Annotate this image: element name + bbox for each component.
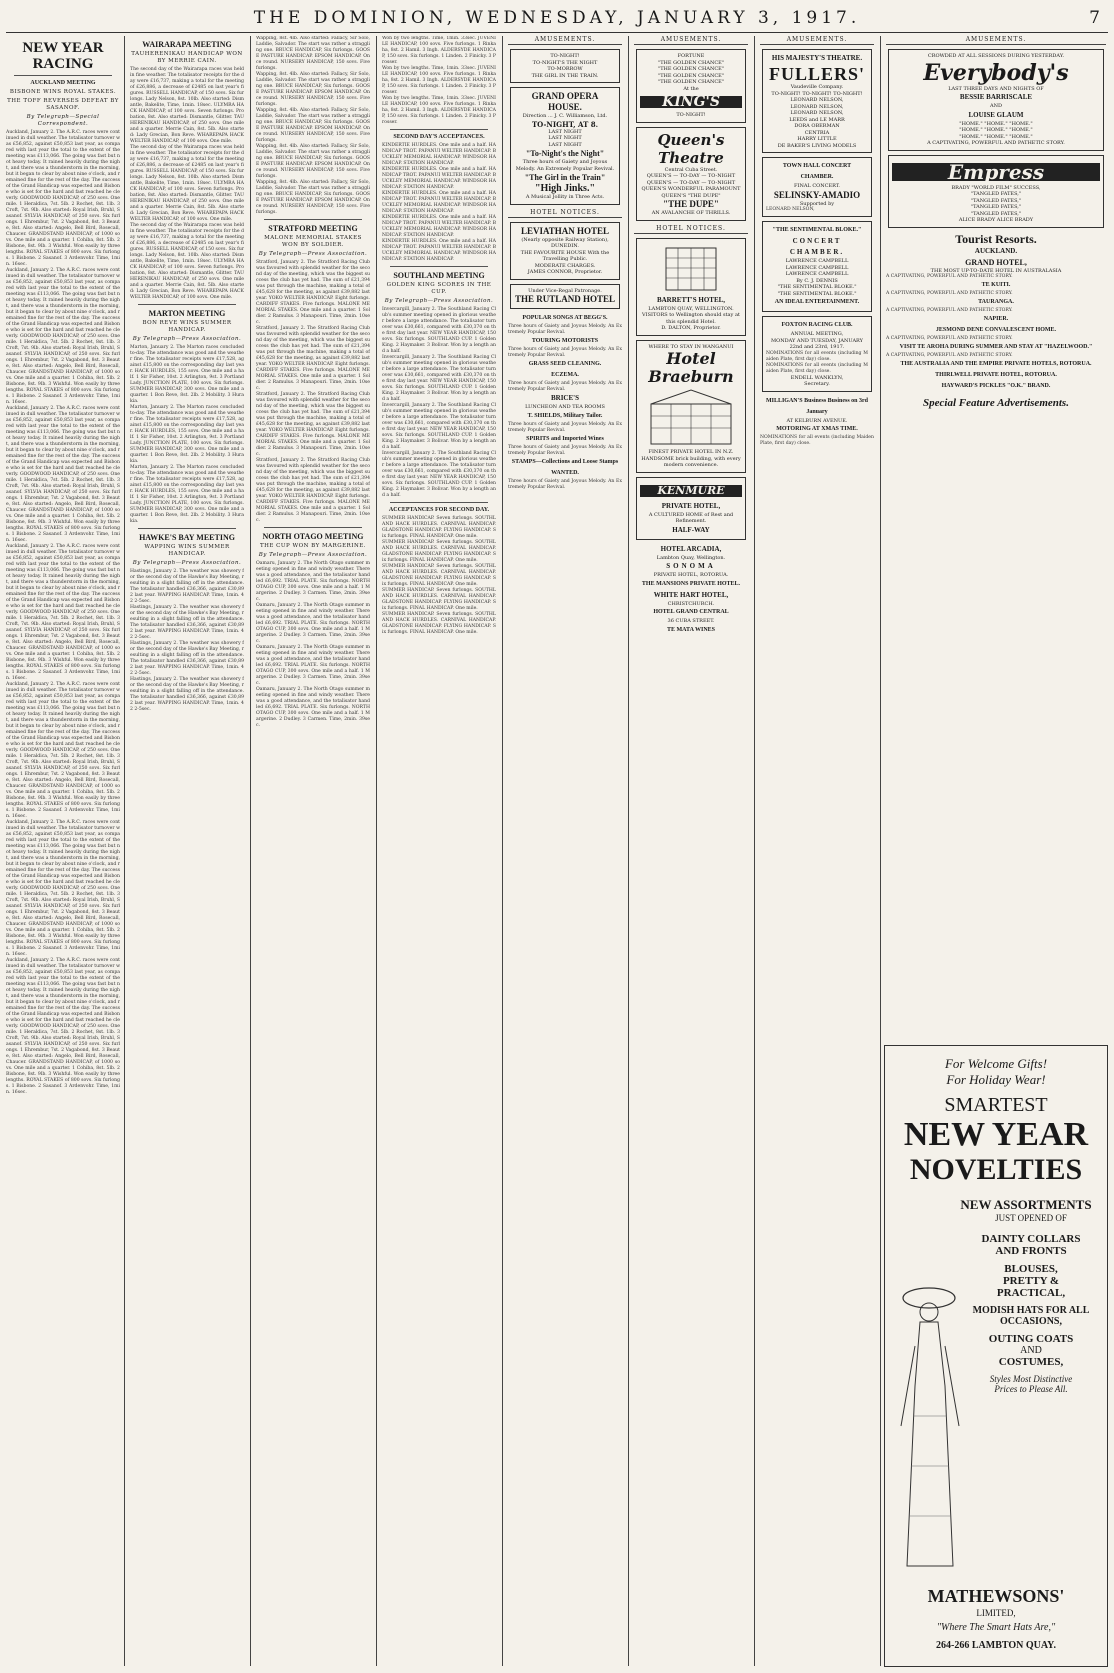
ad-line: SMARTEST	[944, 1094, 1048, 1116]
ad-item: PRETTY &	[1002, 1275, 1060, 1287]
ad-line: TO-NIGHT!	[550, 53, 580, 59]
ad-title: ECZEMA.	[551, 372, 579, 378]
ad-line: A CAPTIVATING, POWERFUL AND PATHETIC STORY.	[927, 140, 1065, 146]
byline: By Telegraph—Press Association.	[384, 298, 494, 304]
article-body: Wapping, 8st. 4lb. Also started: Fallacy, Sir Solo, Laddie, Salvador. The start was rather a straggling one. BRUCE HANDICAP, Six furlongs. GOOSE PASTURE HANDICAP. EPSOM HANDICAP. Once round. NURSERY HANDICAP, 150 sovs. Five furlongs.	[256, 180, 370, 215]
ad-line: WHERE TO STAY IN WANGANUI	[648, 343, 734, 350]
headline: SOUTHLAND MEETING	[393, 271, 485, 280]
byline: By Telegraph—Press Association.	[258, 251, 368, 257]
article-body: KINDERTIE HURDLES. One mile and a half. HANDICAP TROT. PAPANUI WELTER HANDICAP. BUCKLEY MEMORIAL HANDICAP. WINDSOR HANDICAP. STATION HANDICAP.	[382, 167, 496, 190]
ad-line: ENDELL WANKLYN,	[790, 374, 844, 381]
ad-title: MILLIGAN'S Business Business on 3rd January	[765, 397, 869, 415]
article-body: SUMMER HANDICAP. Seven furlongs. SOUTHLAND HACK HURDLES. CARNIVAL HANDICAP. GLADSTONE HANDICAP. FLYING HANDICAP. Six furlongs. FINAL HANDICAP. One mile.	[382, 564, 496, 587]
column-header: AMUSEMENTS.	[508, 36, 622, 45]
deck: TAUHERENIKAU HANDICAP WON BY MERRIE CAIN.	[131, 51, 243, 64]
byline: By Telegraph—Special Correspondent.	[26, 114, 100, 127]
ad-title: JESMOND DENE CONVALESCENT HOME.	[935, 327, 1057, 333]
everybodys-ad	[888, 49, 1104, 151]
ad-line: CHRISTCHURCH.	[667, 600, 715, 607]
ad-line: LAMBTON QUAY, WELLINGTON.	[648, 305, 734, 312]
article-body: Auckland, January 2. The A.R.C. races were continued in dull weather. The totalisator turnover was £56,852, against £50,853 last year, as compared with last year the total to the extent of the meeting was £113,066. The going was fast but not heavy today. It rained heavily during the night, and there was a thunderstorm in the morning, but it began to clear by about nine o'clock, and remained fine for the rest of the day. The success of the Grand Handicap was expected and Bisbone who is set for the hard and fast reached he cleverly. GOODWOOD HANDICAP, of 250 sovs. One mile. 1 Heraldica, 7st. 5lb. 2 Rochet, 8st. 1lb. 3 Croft, 7st. 9lb. Also started: Royal Irish, Bruhl, Sasanof. SYLVIA HANDICAP, of 250 sovs. Six furlongs. 1 Ehrembur, 7st. 2 Vagabond, 8st. 3 Beaute, 8st. Also started: Angelo, Bell Bird, Rosecall, Chaucer. GRANDSTAND HANDICAP, of 1000 sovs. One mile and a quarter. 1 Cohiba, 8st. 5lb. 2 Bisbone, 8st. 9lb. 3 Wishful. Won easily by three lengths. ROYAL STAKES of 800 sovs. Six furlongs. 1 Bisbone. 2 Sasanof. 3 Ardenvohr. Time, 1min. 16sec.	[6, 682, 120, 819]
ad-body: NOMINATIONS for all events (including Maiden Plate, first day) close.	[766, 362, 868, 374]
queens-logo: Queen's Theatre	[657, 130, 725, 167]
ad-line: "THE GOLDEN CHANCE"	[657, 79, 725, 85]
column-rule	[124, 36, 125, 1666]
article-body: SUMMER HANDICAP. Seven furlongs. SOUTHLAND HACK HURDLES. CARNIVAL HANDICAP. GLADSTONE HANDICAP. FLYING HANDICAP. Six furlongs. FINAL HANDICAP. One mile.	[382, 540, 496, 563]
braeburn-logo: Hotel Braeburn	[648, 349, 734, 386]
article-body: Auckland, January 2. The A.R.C. races were continued in dull weather. The totalisator turnover was £56,852, against £50,853 last year, as compared with last year the total to the extent of the meeting was £113,066. The going was fast but not heavy today. It rained heavily during the night, and there was a thunderstorm in the morning, but it began to clear by about nine o'clock, and remained fine for the rest of the day. The success of the Grand Handicap was expected and Bisbone who is set for the hard and fast reached he cleverly. GOODWOOD HANDICAP, of 250 sovs. One mile. 1 Heraldica, 7st. 5lb. 2 Rochet, 8st. 1lb. 3 Croft, 7st. 9lb. Also started: Royal Irish, Bruhl, Sasanof. SYLVIA HANDICAP, of 250 sovs. Six furlongs. 1 Ehrembur, 7st. 2 Vagabond, 8st. 3 Beaute, 8st. Also started: Angelo, Bell Bird, Rosecall, Chaucer. GRANDSTAND HANDICAP, of 1000 sovs. One mile and a quarter. 1 Cohiba, 8st. 5lb. 2 Bisbone, 8st. 9lb. 3 Wishful. Won easily by three lengths. ROYAL STAKES of 800 sovs. Six furlongs. 1 Bisbone. 2 Sasanof. 3 Ardenvohr. Time, 1min. 16sec.	[6, 958, 120, 1095]
deck: WAPPING WINS SUMMER HANDICAP.	[144, 544, 230, 557]
ad-item: MODISH HATS FOR ALL	[972, 1305, 1090, 1316]
ad-line: CENTRIA	[804, 129, 830, 136]
show-title: "To-Night's the Night"	[525, 149, 605, 158]
article-body: Oamaru, January 2. The North Otago summer meeting opened in fine and windy weather. There was a good attendance, and the totalisator handled £6,692. TRIAL PLATE. Six furlongs. NORTH OTAGO CUP, 300 sovs. One mile and a half. 1 Margerine. 2 Dudley. 3 Carmen. Time, 2min. 39sec.	[256, 561, 370, 602]
ad-line: TO-NIGHT'S THE NIGHT	[532, 59, 598, 66]
amusements-column-3	[760, 36, 874, 1666]
ad-line: MONDAY AND TUESDAY, JANUARY 22nd and 23rd, 1917.	[771, 337, 863, 350]
column-rule	[754, 36, 755, 1666]
ad-line: LEONARD NELSON,	[790, 110, 844, 116]
article-body: KINDERTIE HURDLES. One mile and a half. HANDICAP TROT. PAPANUI WELTER HANDICAP. BUCKLEY MEMORIAL HANDICAP. WINDSOR HANDICAP. STATION HANDICAP.	[382, 191, 496, 214]
headline: MARTON MEETING	[148, 309, 226, 318]
ad-line: TO-NIGHT, AT 8.	[531, 119, 599, 129]
section-header: HOTEL NOTICES.	[508, 209, 622, 218]
store-name: MATHEWSONS'	[927, 1586, 1065, 1606]
ad-title: T. SHIELDS, Military Tailor.	[527, 412, 603, 419]
ad-item: AND	[1020, 1345, 1042, 1356]
headline: WAIRARAPA MEETING	[142, 40, 232, 49]
ad-title: HALF-WAY	[672, 525, 710, 534]
section-title: Tourist Resorts.	[955, 231, 1037, 246]
ad-body: A CAPTIVATING, POWERFUL AND PATHETIC STORY.	[886, 353, 1013, 358]
ad-line: FINAL CONCERT.	[794, 183, 840, 189]
ad-body: Three hours of Gaiety and Joyous Melody. An Extremely Popular Revival.	[508, 347, 622, 358]
ad-body: A CAPTIVATING, POWERFUL AND PATHETIC STORY.	[886, 336, 1013, 341]
ad-title: HOTEL ARCADIA,	[660, 544, 722, 553]
amusements-column-2	[634, 36, 748, 1666]
ad-title: BARRETT'S HOTEL,	[656, 295, 726, 304]
ad-item: DAINTY COLLARS	[981, 1233, 1081, 1245]
ad-body: Three hours of Gaiety and Joyous Melody. An Extremely Popular Revival.	[508, 381, 622, 392]
amusements-column-1	[508, 36, 622, 1666]
article-body: Invercargill, January 2. The Southland Racing Club's summer meeting opened in glorious weather before a large attendance. The totalisator turnover was £30,661, compared with £30,370 on the first day last year. NEW YEAR HANDICAP, 150 sovs. Six furlongs. SOUTHLAND CUP. 1 Golden King. 2 Haymaker. 3 Bolivar. Won by a length and a half.	[382, 403, 496, 450]
ad-title: THIRLWELL PRIVATE HOTEL, ROTORUA.	[935, 372, 1057, 378]
article-body: Auckland, January 2. The A.R.C. races were continued in dull weather. The totalisator turnover was £56,852, against £50,853 last year, as compared with last year the total to the extent of the meeting was £113,066. The going was fast but not heavy today. It rained heavily during the night, and there was a thunderstorm in the morning, but it began to clear by about nine o'clock, and remained fine for the rest of the day. The success of the Grand Handicap was expected and Bisbone who is set for the hard and fast reached he cleverly. GOODWOOD HANDICAP, of 250 sovs. One mile. 1 Heraldica, 7st. 5lb. 2 Rochet, 8st. 1lb. 3 Croft, 7st. 9lb. Also started: Royal Irish, Bruhl, Sasanof. SYLVIA HANDICAP, of 250 sovs. Six furlongs. 1 Ehrembur, 7st. 2 Vagabond, 8st. 3 Beaute, 8st. Also started: Angelo, Bell Bird, Rosecall, Chaucer. GRANDSTAND HANDICAP, of 1000 sovs. One mile and a quarter. 1 Cohiba, 8st. 5lb. 2 Bisbone, 8st. 9lb. 3 Wishful. Won easily by three lengths. ROYAL STAKES of 800 sovs. Six furlongs. 1 Bisbone. 2 Sasanof. 3 Ardenvohr. Time, 1min. 16sec.	[6, 406, 120, 543]
deck: THE TOFF REVERSES DEFEAT BY SASANOF.	[7, 98, 119, 111]
article-column-2	[130, 36, 244, 1666]
ad-line: JAMES CONNOR, Proprietor.	[527, 269, 603, 275]
ad-line: AN AVALANCHE OF THRILLS.	[651, 210, 731, 216]
ad-body: Three hours of Gaiety and Joyous Melody. An Extremely Popular Revival.	[508, 324, 622, 335]
article-body: Marton, January 2. The Marton races concluded to-day. The attendance was good and the weather fine. The totalisator receipts were £17,528, against £15,800 on the corresponding day last year. HACK HURDLES, 155 sovs. One mile and a half. 1 Sir Fisher, 10st. 2 Arlington, 9st. 3 Portland Lady. JUNCTION PLATE, 100 sovs. Six furlongs. SUMMER HANDICAP, 300 sovs. One mile and a quarter. 1 Bon Reve, 8st. 2lb. 2 Mobility. 3 Hurakia.	[130, 405, 244, 464]
article-body: Hastings, January 2. The weather was showery for the second day of the Hawke's Bay Meeting, resulting in a slight falling off in the attendance. The totalisator handled £36,366, against £30,892 last year. WAPPING HANDICAP. Time, 1min. 42 2-5sec.	[130, 569, 244, 604]
divider	[14, 75, 112, 76]
ad-line: "THE GOLDEN CHANCE"	[657, 72, 725, 79]
article-body: Wapping, 8st. 4lb. Also started: Fallacy, Sir Solo, Laddie, Salvador. The start was rather a straggling one. BRUCE HANDICAP, Six furlongs. GOOSE PASTURE HANDICAP. EPSOM HANDICAP. Once round. NURSERY HANDICAP, 150 sovs. Five furlongs.	[256, 72, 370, 107]
ad-line: For Welcome Gifts!	[944, 1056, 1048, 1071]
divider	[138, 304, 236, 305]
column-header: AMUSEMENTS.	[886, 36, 1106, 45]
column-rule	[880, 36, 881, 1666]
ad-line: TO-NIGHT! TO-NIGHT! TO-NIGHT!	[771, 90, 863, 97]
kings-banner: KING'S	[640, 96, 742, 108]
ad-title: AUCKLAND.	[974, 246, 1018, 255]
ad-line: "HOME." "HOME." "HOME."	[959, 127, 1033, 133]
ad-title: TOURING MOTORISTS	[531, 338, 599, 344]
ad-item: Prices to Please All.	[994, 1384, 1068, 1394]
ad-title: BESSIE BARRISCALE	[959, 93, 1033, 101]
article-column-1	[6, 36, 120, 1666]
ad-title: TOWN HALL CONCERT CHAMBER.	[782, 163, 852, 180]
ad-line: VISITORS to Wellington should stay at this splendid Hotel.	[642, 312, 740, 325]
article-body: Stratford, January 2. The Stratford Racing Club was favoured with splendid weather for the second day of the meeting, which was the biggest success the club has yet had. The sum of £21,394 was put through the machine, making a total of £45,628 for the meeting, as against £39,882 last year. YOKO WELTER HANDICAP. Eight furlongs. CARDIFF STAKES. Five furlongs. MALONE MEMORIAL STAKES. One mile and a quarter. 1 Soldier. 2 Ramulus. 3 Manapouri. Time, 2min. 10sec.	[256, 458, 370, 523]
ad-item: COSTUMES,	[998, 1356, 1064, 1368]
show-title: "The Girl in the Train"	[524, 173, 606, 182]
ad-line: "HOME." "HOME." "HOME."	[959, 120, 1033, 127]
ad-line: HANDSOME brick building, with every modern convenience.	[641, 455, 741, 468]
ad-line: LAST THREE DAYS AND NIGHTS OF	[948, 85, 1044, 92]
hotel-building-icon	[640, 386, 742, 446]
ad-line: ALICE BRADY ALICE BRADY	[958, 217, 1034, 223]
ad-body: Three hours of Gaiety and Joyous Melody. An Extremely Popular Revival.	[508, 478, 622, 490]
ad-title: GRAND OPERA HOUSE.	[531, 91, 599, 112]
deck: THE CUP WON BY MARGERINE.	[259, 543, 367, 549]
article-body: The second day of the Wairarapa races was held in fine weather. The totalisator receipts for the day were £16,737, making a total for the meeting of £26,886, a decrease of £2485 on last year's figures. RUSSELL HANDICAP, of 150 sovs. Six furlongs. Lady Nelson, 8st. 10lb. Also started: Dismantle, Bakelite, Time, 1min. 18sec. ULYMRA HACK HANDICAP, of 100 sovs. Seven furlongs. Probation, 8st. Also started: Dismantle, Glitter. TAUHERENIKAU HANDICAP, of 250 sovs. One mile and a quarter. Merrie Cain, 8st. 5lb. Also started: Lady Grecian, Bon Reve. WHAREPAPA HACK WELTER HANDICAP, of 100 sovs. One mile.	[130, 67, 244, 144]
article-body: Stratford, January 2. The Stratford Racing Club was favoured with splendid weather for the second day of the meeting, which was the biggest success the club has yet had. The sum of £21,394 was put through the machine, making a total of £45,628 for the meeting, as against £39,882 last year. YOKO WELTER HANDICAP. Eight furlongs. CARDIFF STAKES. Five furlongs. MALONE MEMORIAL STAKES. One mile and a quarter. 1 Soldier. 2 Ramulus. 3 Manapouri. Time, 2min. 10sec.	[256, 392, 370, 457]
column-rule	[250, 36, 251, 1666]
article-body: KINDERTIE HURDLES. One mile and a half. HANDICAP TROT. PAPANUI WELTER HANDICAP. BUCKLEY MEMORIAL HANDICAP. WINDSOR HANDICAP. STATION HANDICAP.	[382, 215, 496, 238]
woman-figure-icon	[889, 1276, 971, 1576]
article-body: The second day of the Wairarapa races was held in fine weather. The totalisator receipts for the day were £16,737, making a total for the meeting of £26,886, a decrease of £2485 on last year's figures. RUSSELL HANDICAP, of 150 sovs. Six furlongs. Lady Nelson, 8st. 10lb. Also started: Dismantle, Bakelite, Time, 1min. 18sec. ULYMRA HACK HANDICAP, of 100 sovs. Seven furlongs. Probation, 8st. Also started: Dismantle, Glitter. TAUHERENIKAU HANDICAP, of 250 sovs. One mile and a quarter. Merrie Cain, 8st. 5lb. Also started: Lady Grecian, Bon Reve. WHAREPAPA HACK WELTER HANDICAP, of 100 sovs. One mile.	[130, 145, 244, 222]
ad-line: Under Vice-Regal Patronage.	[528, 287, 602, 294]
hotel-building-icon	[640, 242, 742, 292]
ad-line: AT KELBURN AVENUE.	[786, 417, 848, 424]
article-body: Hastings, January 2. The weather was showery for the second day of the Hawke's Bay Meeting, resulting in a slight falling off in the attendance. The totalisator handled £36,366, against £30,892 last year. WAPPING HANDICAP. Time, 1min. 42 2-5sec.	[130, 641, 244, 676]
article-body: Invercargill, January 2. The Southland Racing Club's summer meeting opened in glorious weather before a large attendance. The totalisator turnover was £30,661, compared with £30,370 on the first day last year. NEW YEAR HANDICAP, 150 sovs. Six furlongs. SOUTHLAND CUP. 1 Golden King. 2 Haymaker. 3 Bolivar. Won by a length and a half.	[382, 451, 496, 498]
article-body: Wapping, 8st. 4lb. Also started: Fallacy, Sir Solo, Laddie, Salvador. The start was rather a straggling one. BRUCE HANDICAP, Six furlongs. GOOSE PASTURE HANDICAP. EPSOM HANDICAP. Once round. NURSERY HANDICAP, 150 sovs. Five furlongs.	[256, 108, 370, 143]
ad-title: THE RUTLAND HOTEL	[514, 294, 616, 304]
fortune-golden-chance-ad	[636, 49, 746, 123]
ad-title: STAMPS—Collections and Loose Stamps WANTED.	[511, 458, 619, 476]
article-body: Oamaru, January 2. The North Otago summer meeting opened in fine and windy weather. There was a good attendance, and the totalisator handled £6,692. TRIAL PLATE. Six furlongs. NORTH OTAGO CUP, 300 sovs. One mile and a half. 1 Margerine. 2 Dudley. 3 Carmen. Time, 2min. 39sec.	[256, 687, 370, 728]
article-body: Auckland, January 2. The A.R.C. races were continued in dull weather. The totalisator turnover was £56,852, against £50,853 last year, as compared with last year the total to the extent of the meeting was £113,066. The going was fast but not heavy today. It rained heavily during the night, and there was a thunderstorm in the morning, but it began to clear by about nine o'clock, and remained fine for the rest of the day. The success of the Grand Handicap was expected and Bisbone who is set for the hard and fast reached he cleverly. GOODWOOD HANDICAP, of 250 sovs. One mile. 1 Heraldica, 7st. 5lb. 2 Rochet, 8st. 1lb. 3 Croft, 7st. 9lb. Also started: Royal Irish, Bruhl, Sasanof. SYLVIA HANDICAP, of 250 sovs. Six furlongs. 1 Ehrembur, 7st. 2 Vagabond, 8st. 3 Beaute, 8st. Also started: Angelo, Bell Bird, Rosecall, Chaucer. GRANDSTAND HANDICAP, of 1000 sovs. One mile and a quarter. 1 Cohiba, 8st. 5lb. 2 Bisbone, 8st. 9lb. 3 Wishful. Won easily by three lengths. ROYAL STAKES of 800 sovs. Six furlongs. 1 Bisbone. 2 Sasanof. 3 Ardenvohr. Time, 1min. 16sec.	[6, 820, 120, 957]
town-hall-ad	[762, 157, 872, 217]
deck: BISBONE WINS ROYAL STAKES.	[9, 89, 117, 95]
headline: NEW YEAR RACING	[22, 40, 104, 72]
ad-line: LAWRENCE CAMPBELL	[785, 258, 849, 264]
ad-line: LAST NIGHT	[548, 128, 582, 135]
article-body: Oamaru, January 2. The North Otago summer meeting opened in fine and windy weather. There was a good attendance, and the totalisator handled £6,692. TRIAL PLATE. Six furlongs. NORTH OTAGO CUP, 300 sovs. One mile and a half. 1 Margerine. 2 Dudley. 3 Carmen. Time, 2min. 39sec.	[256, 645, 370, 686]
ad-line: LAWRENCE CAMPBELL	[785, 271, 849, 277]
article-body: Stratford, January 2. The Stratford Racing Club was favoured with splendid weather for the second day of the meeting, which was the biggest success the club has yet had. The sum of £21,394 was put through the machine, making a total of £45,628 for the meeting, as against £39,882 last year. YOKO WELTER HANDICAP. Eight furlongs. CARDIFF STAKES. Five furlongs. MALONE MEMORIAL STAKES. One mile and a quarter. 1 Soldier. 2 Ramulus. 3 Manapouri. Time, 2min. 10sec.	[256, 326, 370, 391]
leviathan-ad	[510, 222, 620, 280]
section-header: HOTEL NOTICES.	[634, 225, 748, 234]
article-body: Wapping, 8st. 4lb. Also started: Fallacy, Sir Solo, Laddie, Salvador. The start was rather a straggling one. BRUCE HANDICAP, Six furlongs. GOOSE PASTURE HANDICAP. EPSOM HANDICAP. Once round. NURSERY HANDICAP, 150 sovs. Five furlongs.	[256, 36, 370, 71]
ad-title: GRASS SEED CLEANING.	[528, 361, 602, 367]
divider	[138, 528, 236, 529]
ad-title: HIS MAJESTY'S THEATRE.	[771, 54, 863, 62]
kenmure-hotel-ad	[636, 477, 746, 540]
byline: By Telegraph—Press Association.	[258, 552, 368, 558]
column-rule	[376, 36, 377, 1666]
ad-line: FINEST PRIVATE HOTEL IN N.Z.	[648, 449, 734, 455]
article-body: Marton, January 2. The Marton races concluded to-day. The attendance was good and the weather fine. The totalisator receipts were £17,528, against £15,800 on the corresponding day last year. HACK HURDLES, 155 sovs. One mile and a half. 1 Sir Fisher, 10st. 2 Arlington, 9st. 3 Portland Lady. JUNCTION PLATE, 100 sovs. Six furlongs. SUMMER HANDICAP, 300 sovs. One mile and a quarter. 1 Bon Reve, 8st. 2lb. 2 Mobility. 3 Hurakia.	[130, 345, 244, 404]
column-rule	[628, 36, 629, 1666]
empress-logo: Empress	[892, 163, 1100, 181]
ad-line: HARRY LITTLE	[797, 136, 837, 142]
article-body: Auckland, January 2. The A.R.C. races were continued in dull weather. The totalisator turnover was £56,852, against £50,853 last year, as compared with last year the total to the extent of the meeting was £113,066. The going was fast but not heavy today. It rained heavily during the night, and there was a thunderstorm in the morning, but it began to clear by about nine o'clock, and remained fine for the rest of the day. The success of the Grand Handicap was expected and Bisbone who is set for the hard and fast reached he cleverly. GOODWOOD HANDICAP, of 250 sovs. One mile. 1 Heraldica, 7st. 5lb. 2 Rochet, 8st. 1lb. 3 Croft, 7st. 9lb. Also started: Royal Irish, Bruhl, Sasanof. SYLVIA HANDICAP, of 250 sovs. Six furlongs. 1 Ehrembur, 7st. 2 Vagabond, 8st. 3 Beaute, 8st. Also started: Angelo, Bell Bird, Rosecall, Chaucer. GRANDSTAND HANDICAP, of 1000 sovs. One mile and a quarter. 1 Cohiba, 8st. 5lb. 2 Bisbone, 8st. 9lb. 3 Wishful. Won easily by three lengths. ROYAL STAKES of 800 sovs. Six furlongs. 1 Bisbone. 2 Sasanof. 3 Ardenvohr. Time, 1min. 16sec.	[6, 268, 120, 405]
ad-line: Three hours of Gaiety and Joyous Melody. An Extremely Popular Revival.	[515, 159, 615, 172]
ad-line: For Holiday Wear!	[946, 1072, 1046, 1087]
ad-title: NAPIER.	[983, 316, 1009, 322]
ad-line: Central Cuba Street.	[664, 166, 718, 173]
ad-line: CROWDED AT ALL SESSIONS DURING YESTERDAY.	[927, 53, 1065, 59]
article-body: Auckland, January 2. The A.R.C. races were continued in dull weather. The totalisator turnover was £56,852, against £50,853 last year, as compared with last year the total to the extent of the meeting was £113,066. The going was fast but not heavy today. It rained heavily during the night, and there was a thunderstorm in the morning, but it began to clear by about nine o'clock, and remained fine for the rest of the day. The success of the Grand Handicap was expected and Bisbone who is set for the hard and fast reached he cleverly. GOODWOOD HANDICAP, of 250 sovs. One mile. 1 Heraldica, 7st. 5lb. 2 Rochet, 8st. 1lb. 3 Croft, 7st. 9lb. Also started: Royal Irish, Bruhl, Sasanof. SYLVIA HANDICAP, of 250 sovs. Six furlongs. 1 Ehrembur, 7st. 2 Vagabond, 8st. 3 Beaute, 8st. Also started: Angelo, Bell Bird, Rosecall, Chaucer. GRANDSTAND HANDICAP, of 1000 sovs. One mile and a quarter. 1 Cohiba, 8st. 5lb. 2 Bisbone, 8st. 9lb. 3 Wishful. Won easily by three lengths. ROYAL STAKES of 800 sovs. Six furlongs. 1 Bisbone. 2 Sasanof. 3 Ardenvohr. Time, 1min. 16sec.	[6, 544, 120, 681]
ad-line: MODERATE CHARGES.	[534, 262, 596, 269]
ad-line: THE MOST UP-TO-DATE HOTEL IN AUSTRALASIA	[930, 267, 1062, 274]
rutland-ad	[510, 284, 620, 310]
ad-item: OUTING COATS	[988, 1333, 1074, 1345]
ad-line: NEW ASSORTMENTS	[960, 1197, 1092, 1212]
article-body: SUMMER HANDICAP. Seven furlongs. SOUTHLAND HACK HURDLES. CARNIVAL HANDICAP. GLADSTONE HANDICAP. FLYING HANDICAP. Six furlongs. FINAL HANDICAP. One mile.	[382, 516, 496, 539]
ad-line: Direction ... J. C. Williamson, Ltd.	[522, 113, 608, 119]
ad-title: BRICE'S	[550, 394, 579, 402]
ad-title: PRIVATE HOTEL,	[661, 501, 721, 510]
ad-item: AND FRONTS	[995, 1245, 1067, 1257]
ad-title: POPULAR SONGS AT BEGG'S.	[522, 315, 608, 321]
ad-title: AN IDEAL ENTERTAINMENT.	[774, 299, 860, 305]
ad-title: "THE SENTIMENTAL BLOKE."	[772, 227, 862, 233]
ad-title: GRAND HOTEL,	[965, 257, 1027, 267]
ad-body: A CAPTIVATING, POWERFUL AND PATHETIC STORY.	[886, 291, 1013, 296]
ad-line: LEEDS and LE MARR	[789, 116, 845, 123]
article-body: Marton, January 2. The Marton races concluded to-day. The attendance was good and the weather fine. The totalisator receipts were £17,528, against £15,800 on the corresponding day last year. HACK HURDLES, 155 sovs. One mile and a half. 1 Sir Fisher, 10st. 2 Arlington, 9st. 3 Portland Lady. JUNCTION PLATE, 100 sovs. Six furlongs. SUMMER HANDICAP, 300 sovs. One mile and a quarter. 1 Bon Reve, 8st. 2lb. 2 Mobility. 3 Hurakia.	[130, 465, 244, 524]
ad-title: "THE DUPE"	[663, 199, 719, 209]
ad-line: TO-NIGHT!	[676, 112, 706, 118]
ad-line: QUEEN'S "THE DUPE"	[661, 192, 721, 199]
ad-line: "HOME." "HOME." "HOME."	[959, 133, 1033, 140]
ad-line: LAST NIGHT	[548, 141, 582, 148]
byline: By Telegraph—Press Association.	[132, 560, 242, 566]
ad-title: VISIT TE AROHA DURING SUMMER AND STAY AT "HAZELWOOD."	[899, 344, 1093, 350]
divider	[264, 527, 362, 528]
headline: HAWKE'S BAY MEETING	[139, 533, 235, 542]
article-body: Hastings, January 2. The weather was showery for the second day of the Hawke's Bay Meeting, resulting in a slight falling off in the attendance. The totalisator handled £36,366, against £30,892 last year. WAPPING HANDICAP. Time, 1min. 42 2-5sec.	[130, 605, 244, 640]
ad-title: TE KUITI.	[981, 282, 1011, 288]
braeburn-hotel-ad	[636, 340, 746, 473]
page-number: 7	[1089, 8, 1100, 28]
ad-item: Styles Most Distinctive	[989, 1374, 1073, 1384]
his-majestys-ad	[762, 49, 872, 153]
ad-title: HOTEL GRAND CENTRAL	[653, 609, 729, 615]
ad-line: QUEEN'S — TO-DAY — TO-NIGHT	[646, 173, 736, 179]
ad-line: D. DALTON, Proprietor.	[661, 325, 721, 331]
ad-title: THE AUSTRALIA AND THE EMPIRE PRIVATE HOTELS, ROTORUA.	[900, 361, 1092, 367]
ad-line: QUEEN'S WONDERFUL PARAMOUNT	[641, 186, 741, 192]
ad-title: FOXTON RACING CLUB.	[781, 322, 853, 328]
ad-line: A Musical Jollity in Three Acts.	[525, 194, 605, 200]
ad-title: HAYWARD'S PICKLES "O.K." BRAND.	[941, 383, 1051, 389]
ad-line: TO-MORROW	[547, 66, 583, 72]
fortune-ad	[510, 49, 620, 83]
ad-body: NOMINATIONS for all events (including Maiden Plate, first day) close.	[760, 435, 874, 446]
column-header: AMUSEMENTS.	[634, 36, 748, 45]
ad-line: LUNCHEON AND TEA ROOMS	[525, 404, 605, 410]
ad-line: Lambton Quay, Wellington.	[656, 554, 726, 561]
deck: BON REVE WINS SUMMER HANDICAP.	[142, 320, 232, 333]
mathewsons-fashion-ad	[884, 1045, 1108, 1667]
column-rule	[502, 36, 503, 1666]
ad-line: LEONARD NELSON,	[790, 103, 844, 110]
ad-line: "TANGLED FATES,"	[970, 204, 1022, 210]
article-body: Oamaru, January 2. The North Otago summer meeting opened in fine and windy weather. There was a good attendance, and the totalisator handled £6,692. TRIAL PLATE. Six furlongs. NORTH OTAGO CUP, 300 sovs. One mile and a half. 1 Margerine. 2 Dudley. 3 Carmen. Time, 2min. 39sec.	[256, 603, 370, 644]
ad-line: DE BAKER'S LIVING MODELS	[777, 142, 857, 149]
article-column-3	[256, 36, 370, 1666]
ad-line: AND	[990, 103, 1002, 109]
article-body: Hastings, January 2. The weather was showery for the second day of the Hawke's Bay Meeting, resulting in a slight falling off in the attendance. The totalisator handled £36,366, against £30,892 last year. WAPPING HANDICAP. Time, 1min. 42 2-5sec.	[130, 677, 244, 712]
ad-line: "TANGLED FATES,"	[970, 191, 1022, 197]
article-body: KINDERTIE HURDLES. One mile and a half. HANDICAP TROT. PAPANUI WELTER HANDICAP. BUCKLEY MEMORIAL HANDICAP. WINDSOR HANDICAP. STATION HANDICAP.	[382, 143, 496, 166]
ad-item: OCCASIONS,	[1000, 1316, 1062, 1327]
section-title: Special Feature Advertisements.	[923, 397, 1069, 409]
article-body: SUMMER HANDICAP. Seven furlongs. SOUTHLAND HACK HURDLES. CARNIVAL HANDICAP. GLADSTONE HANDICAP. FLYING HANDICAP. Six furlongs. FINAL HANDICAP. One mile.	[382, 612, 496, 635]
ad-headline: NEW YEAR	[903, 1116, 1089, 1153]
masthead	[0, 0, 1114, 30]
article-body: The second day of the Wairarapa races was held in fine weather. The totalisator receipts for the day were £16,737, making a total for the meeting of £26,886, a decrease of £2485 on last year's figures. RUSSELL HANDICAP, of 150 sovs. Six furlongs. Lady Nelson, 8st. 10lb. Also started: Dismantle, Bakelite, Time, 1min. 18sec. ULYMRA HACK HANDICAP, of 100 sovs. Seven furlongs. Probation, 8st. Also started: Dismantle, Glitter. TAUHERENIKAU HANDICAP, of 250 sovs. One mile and a quarter. Merrie Cain, 8st. 5lb. Also started: Lady Grecian, Bon Reve. WHAREPAPA HACK WELTER HANDICAP, of 100 sovs. One mile.	[130, 223, 244, 300]
article-body: Won by two lengths. Time, 1min. 33sec. JUVENILE HANDICAP, 100 sovs. Five furlongs. 1 Rinkaha, 8st. 2 Hamil. 3 Ingh. ALDERSYDE HANDICAP, 150 sovs. Six furlongs. 1 Linden. 2 Finicky. 3 Prosser.	[382, 36, 496, 65]
sentimental-bloke-ad	[762, 221, 872, 312]
deck: MALONE MEMORIAL STAKES WON BY SOLDIER.	[264, 235, 362, 248]
ad-line: "TANGLED FATES,"	[970, 210, 1022, 217]
divider	[390, 266, 488, 267]
ad-line: THE GIRL IN THE TRAIN.	[531, 72, 599, 79]
ad-line: "Where The Smart Hats Are,"	[936, 1622, 1056, 1633]
ad-title: LEVIATHAN HOTEL	[520, 225, 610, 236]
ad-line: ANNUAL MEETING,	[790, 331, 844, 337]
article-body: Won by two lengths. Time, 1min. 33sec. JUVENILE HANDICAP, 100 sovs. Five furlongs. 1 Rinkaha, 8st. 2 Hamil. 3 Ingh. ALDERSYDE HANDICAP, 150 sovs. Six furlongs. 1 Linden. 2 Finicky. 3 Prosser.	[382, 96, 496, 125]
ad-line: Secretary.	[804, 381, 830, 387]
byline: By Telegraph—Press Association.	[132, 336, 242, 342]
fullers-logo: FULLERS'	[768, 64, 866, 84]
headline: STRATFORD MEETING	[268, 224, 358, 233]
ad-item: PRACTICAL,	[996, 1287, 1066, 1299]
ad-item: BLOUSES,	[1004, 1263, 1058, 1275]
ad-line: (Nearly opposite Railway Station), DUNEDIN.	[521, 236, 609, 249]
divider	[390, 129, 488, 130]
masthead-title: THE DOMINION, WEDNESDAY, JANUARY 3, 1917.	[253, 8, 861, 28]
ad-title: MOTORING AT XMAS TIME.	[776, 426, 858, 432]
show-title: "High Jinks."	[534, 183, 595, 194]
ad-title: TAURANGA.	[978, 299, 1014, 305]
ad-body: Three hours of Gaiety and Joyous Melody. An Extremely Popular Revival.	[508, 421, 622, 433]
subheadline: AUCKLAND MEETING	[30, 80, 96, 86]
ad-title: THE MANSIONS PRIVATE HOTEL.	[641, 580, 741, 587]
kenmure-banner: KENMURE	[640, 485, 742, 497]
divider	[264, 219, 362, 220]
ad-body: Three hours of Gaiety and Joyous Melody. An Extremely Popular Revival.	[508, 444, 622, 456]
barretts-hotel-ad	[636, 238, 746, 336]
article-body: Wapping, 8st. 4lb. Also started: Fallacy, Sir Solo, Laddie, Salvador. The start was rather a straggling one. BRUCE HANDICAP, Six furlongs. GOOSE PASTURE HANDICAP. EPSOM HANDICAP. Once round. NURSERY HANDICAP, 150 sovs. Five furlongs.	[256, 144, 370, 179]
ad-body: NOMINATIONS for all events (including Maiden Plate, first day) close.	[766, 350, 868, 362]
ad-line: Vaudeville Company.	[790, 84, 844, 90]
ad-body: A CAPTIVATING, POWERFUL AND PATHETIC STORY.	[886, 274, 1013, 279]
everybodys-logo: Everybody's	[923, 59, 1069, 86]
queens-theatre-ad	[636, 127, 746, 221]
ad-title: CONCERT CHAMBER.	[789, 237, 845, 256]
grand-opera-ad	[510, 87, 620, 205]
ad-line: 36 CUBA STREET.	[667, 618, 715, 624]
divider	[390, 502, 488, 503]
ad-line: "THE GOLDEN CHANCE"	[657, 59, 725, 66]
ad-title: LOUISE GLAUM	[968, 110, 1024, 119]
ad-line: PRIVATE HOTEL, ROTORUA.	[653, 572, 729, 578]
foxton-racing-ad	[762, 316, 872, 392]
headline: NORTH OTAGO MEETING	[262, 532, 364, 541]
article-body: SUMMER HANDICAP. Seven furlongs. SOUTHLAND HACK HURDLES. CARNIVAL HANDICAP. GLADSTONE HANDICAP. FLYING HANDICAP. Six furlongs. FINAL HANDICAP. One mile.	[382, 588, 496, 611]
article-body: KINDERTIE HURDLES. One mile and a half. HANDICAP TROT. PAPANUI WELTER HANDICAP. BUCKLEY MEMORIAL HANDICAP. WINDSOR HANDICAP. STATION HANDICAP.	[382, 239, 496, 262]
ad-line: "THE SENTIMENTAL BLOKE."	[777, 284, 857, 290]
ad-line: A CULTURED HOME of Rest and Refinement.	[648, 511, 734, 524]
article-body: Invercargill, January 2. The Southland Racing Club's summer meeting opened in glorious weather before a large attendance. The totalisator turnover was £30,661, compared with £30,370 on the first day last year. NEW YEAR HANDICAP, 150 sovs. Six furlongs. SOUTHLAND CUP. 1 Golden King. 2 Haymaker. 3 Bolivar. Won by a length and a half.	[382, 355, 496, 402]
column-header: AMUSEMENTS.	[760, 36, 874, 45]
article-column-4	[382, 36, 496, 1666]
deck: GOLDEN KING SCORES IN THE CUP.	[386, 282, 492, 295]
ad-line: "THE GOLDEN CHANCE"	[657, 66, 725, 72]
ad-line: "TANGLED FATES,"	[970, 197, 1022, 204]
ad-line: LAST NIGHT	[548, 135, 582, 141]
ad-headline: NOVELTIES	[909, 1153, 1083, 1186]
ad-line: THE FAVOURITE HOUSE With the Travelling Public.	[520, 249, 610, 262]
ad-title: WHITE HART HOTEL,	[653, 590, 729, 599]
amusements-column-4	[886, 36, 1106, 1036]
headline: ACCEPTANCES FOR SECOND DAY.	[388, 507, 490, 513]
ad-body: LEONARD NELSON,	[766, 207, 815, 212]
ad-line: LIMITED,	[976, 1608, 1016, 1618]
headline: SECOND DAY'S ACCEPTANCES.	[393, 134, 485, 140]
ad-line: By C. J. DENNIS	[796, 277, 838, 284]
ad-line: LEONARD NELSON,	[790, 97, 844, 103]
ad-line: At the	[683, 85, 699, 92]
article-body: Stratford, January 2. The Stratford Racing Club was favoured with splendid weather for the second day of the meeting, which was the biggest success the club has yet had. The sum of £21,394 was put through the machine, making a total of £45,628 for the meeting, as against £39,882 last year. YOKO WELTER HANDICAP. Eight furlongs. CARDIFF STAKES. Five furlongs. MALONE MEMORIAL STAKES. One mile and a quarter. 1 Soldier. 2 Ramulus. 3 Manapouri. Time, 2min. 10sec.	[256, 260, 370, 325]
article-body: Won by two lengths. Time, 1min. 33sec. JUVENILE HANDICAP, 100 sovs. Five furlongs. 1 Rinkaha, 8st. 2 Hamil. 3 Ingh. ALDERSYDE HANDICAP, 150 sovs. Six furlongs. 1 Linden. 2 Finicky. 3 Prosser.	[382, 66, 496, 95]
ad-title: SONOMA	[666, 562, 716, 570]
store-address: 264-266 LAMBTON QUAY.	[936, 1640, 1056, 1651]
ad-body: A CAPTIVATING, POWERFUL AND PATHETIC STORY.	[886, 308, 1013, 313]
article-body: Invercargill, January 2. The Southland Racing Club's summer meeting opened in glorious weather before a large attendance. The totalisator turnover was £30,661, compared with £30,370 on the first day last year. NEW YEAR HANDICAP, 150 sovs. Six furlongs. SOUTHLAND CUP. 1 Golden King. 2 Haymaker. 3 Bolivar. Won by a length and a half.	[382, 307, 496, 354]
ad-line: JUST OPENED OF	[995, 1213, 1067, 1223]
ad-line: "THE SENTIMENTAL BLOKE."	[777, 290, 857, 297]
ad-line: DORA OBERMAN	[794, 123, 840, 129]
ad-line: QUEEN'S — TO-DAY — TO-NIGHT	[646, 179, 736, 186]
ad-title: SELINSKY-AMADIO	[773, 189, 861, 200]
article-body: Auckland, January 2. The A.R.C. races were continued in dull weather. The totalisator turnover was £56,852, against £50,853 last year, as compared with last year the total to the extent of the meeting was £113,066. The going was fast but not heavy today. It rained heavily during the night, and there was a thunderstorm in the morning, but it began to clear by about nine o'clock, and remained fine for the rest of the day. The success of the Grand Handicap was expected and Bisbone who is set for the hard and fast reached he cleverly. GOODWOOD HANDICAP, of 250 sovs. One mile. 1 Heraldica, 7st. 5lb. 2 Rochet, 8st. 1lb. 3 Croft, 7st. 9lb. Also started: Royal Irish, Bruhl, Sasanof. SYLVIA HANDICAP, of 250 sovs. Six furlongs. 1 Ehrembur, 7st. 2 Vagabond, 8st. 3 Beaute, 8st. Also started: Angelo, Bell Bird, Rosecall, Chaucer. GRANDSTAND HANDICAP, of 1000 sovs. One mile and a quarter. 1 Cohiba, 8st. 5lb. 2 Bisbone, 8st. 9lb. 3 Wishful. Won easily by three lengths. ROYAL STAKES of 800 sovs. Six furlongs. 1 Bisbone. 2 Sasanof. 3 Ardenvohr. Time, 1min. 16sec.	[6, 130, 120, 267]
ad-line: BRADY "WORLD FILM" SUCCESS,	[951, 184, 1041, 191]
ad-line: LAWRENCE CAMPBELL	[785, 264, 849, 271]
empress-ad	[888, 155, 1104, 228]
ad-title: TE MATA WINES	[666, 626, 715, 633]
masthead-rule	[6, 32, 1108, 33]
ad-line: Supported by	[799, 200, 835, 207]
ad-title: SPIRITS and Imported Wines	[526, 435, 604, 442]
ad-line: FORTUNE	[677, 53, 705, 59]
